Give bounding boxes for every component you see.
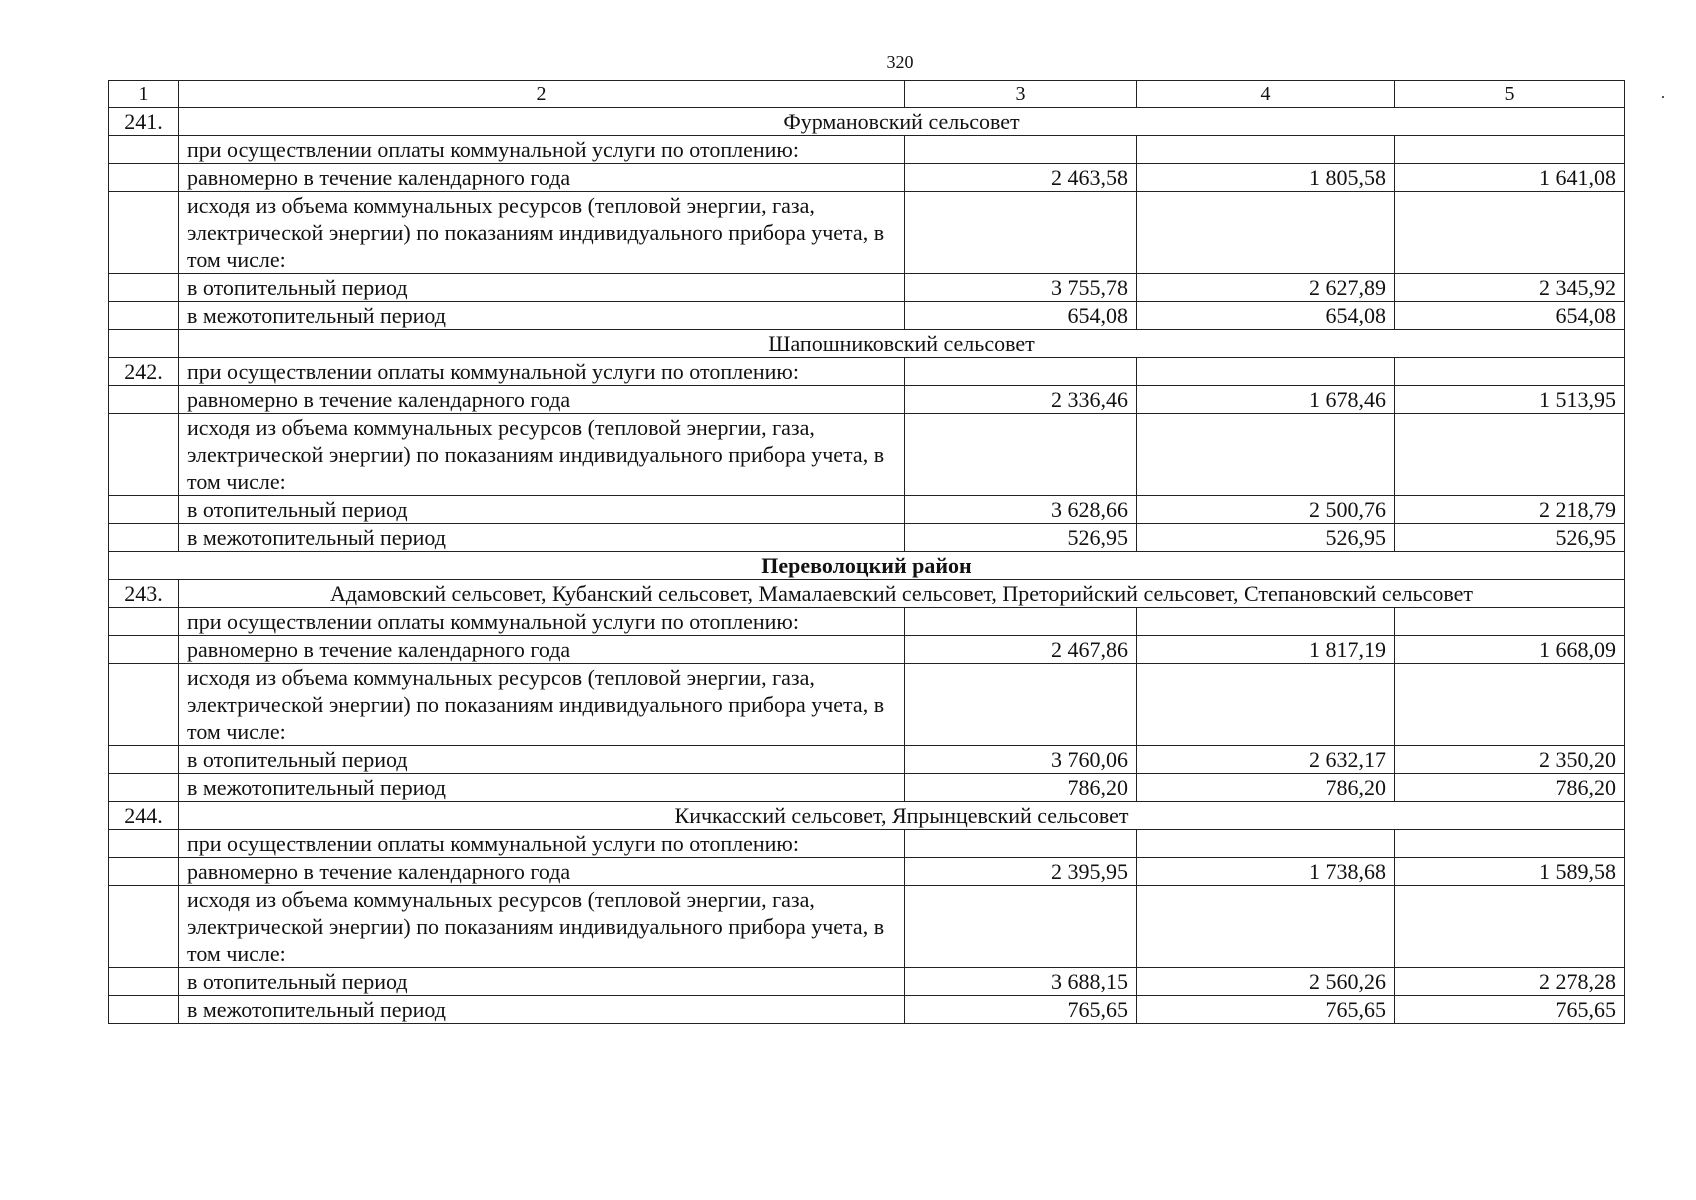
row-number: 242. — [109, 358, 179, 386]
value-col-5 — [1395, 886, 1625, 968]
section-title: Шапошниковский сельсовет — [179, 330, 1625, 358]
tariff-table — [108, 80, 1625, 1024]
row-description: в отопительный период — [179, 746, 905, 774]
row-number: 243. — [109, 580, 179, 608]
table-row — [109, 414, 1625, 496]
value-col-5: 1 641,08 — [1395, 164, 1625, 192]
row-description: в межотопительный период — [179, 302, 905, 330]
row-number — [109, 414, 179, 496]
row-description: в межотопительный период — [179, 774, 905, 802]
row-description: равномерно в течение календарного года — [179, 858, 905, 886]
value-col-5: 2 345,92 — [1395, 274, 1625, 302]
section-row — [109, 580, 1625, 608]
row-number — [109, 302, 179, 330]
value-col-4: 2 560,26 — [1137, 968, 1395, 996]
value-col-5 — [1395, 830, 1625, 858]
row-number — [109, 330, 179, 358]
value-col-5: 2 278,28 — [1395, 968, 1625, 996]
row-description: равномерно в течение календарного года — [179, 636, 905, 664]
table-row — [109, 358, 1625, 386]
value-col-3 — [905, 136, 1137, 164]
table-row — [109, 746, 1625, 774]
value-col-5: 2 350,20 — [1395, 746, 1625, 774]
table-row — [109, 164, 1625, 192]
column-number-5: 5 — [1395, 81, 1625, 108]
table-row — [109, 886, 1625, 968]
value-col-5 — [1395, 414, 1625, 496]
value-col-3 — [905, 192, 1137, 274]
table-row — [109, 664, 1625, 746]
row-number — [109, 608, 179, 636]
value-col-3 — [905, 664, 1137, 746]
row-number — [109, 830, 179, 858]
value-col-3: 3 628,66 — [905, 496, 1137, 524]
row-number — [109, 996, 179, 1024]
section-row — [109, 802, 1625, 830]
value-col-5: 786,20 — [1395, 774, 1625, 802]
row-number — [109, 664, 179, 746]
table-row — [109, 524, 1625, 552]
column-number-2: 2 — [179, 81, 905, 108]
value-col-3 — [905, 886, 1137, 968]
tariff-table-body — [109, 81, 1625, 1024]
column-number-row — [109, 81, 1625, 108]
value-col-3: 3 760,06 — [905, 746, 1137, 774]
section-title: Фурмановский сельсовет — [179, 108, 1625, 136]
value-col-4: 2 632,17 — [1137, 746, 1395, 774]
row-description: в межотопительный период — [179, 996, 905, 1024]
value-col-4: 1 817,19 — [1137, 636, 1395, 664]
value-col-3 — [905, 414, 1137, 496]
table-row — [109, 386, 1625, 414]
value-col-5: 526,95 — [1395, 524, 1625, 552]
district-row — [109, 552, 1625, 580]
table-row — [109, 274, 1625, 302]
section-row — [109, 108, 1625, 136]
value-col-5: 654,08 — [1395, 302, 1625, 330]
row-number — [109, 636, 179, 664]
value-col-3: 526,95 — [905, 524, 1137, 552]
row-description: исходя из объема коммунальных ресурсов (тепловой энергии, газа, электрической энергии) по показаниям индивидуального прибора учета, в том числе: — [179, 414, 905, 496]
value-col-3: 2 395,95 — [905, 858, 1137, 886]
value-col-4 — [1137, 664, 1395, 746]
row-number — [109, 386, 179, 414]
value-col-4: 765,65 — [1137, 996, 1395, 1024]
value-col-5 — [1395, 192, 1625, 274]
row-number — [109, 858, 179, 886]
row-number: 244. — [109, 802, 179, 830]
row-description: исходя из объема коммунальных ресурсов (тепловой энергии, газа, электрической энергии) по показаниям индивидуального прибора учета, в том числе: — [179, 664, 905, 746]
row-description: при осуществлении оплаты коммунальной услуги по отоплению: — [179, 830, 905, 858]
value-col-5 — [1395, 664, 1625, 746]
value-col-4: 2 500,76 — [1137, 496, 1395, 524]
table-row — [109, 302, 1625, 330]
value-col-4: 1 678,46 — [1137, 386, 1395, 414]
column-number-4: 4 — [1137, 81, 1395, 108]
table-row — [109, 608, 1625, 636]
column-number-3: 3 — [905, 81, 1137, 108]
value-col-3: 2 463,58 — [905, 164, 1137, 192]
row-description: в отопительный период — [179, 968, 905, 996]
value-col-5 — [1395, 136, 1625, 164]
row-number — [109, 886, 179, 968]
row-description: исходя из объема коммунальных ресурсов (тепловой энергии, газа, электрической энергии) по показаниям индивидуального прибора учета, в том числе: — [179, 886, 905, 968]
table-row — [109, 830, 1625, 858]
value-col-3: 786,20 — [905, 774, 1137, 802]
value-col-4: 2 627,89 — [1137, 274, 1395, 302]
row-description: в межотопительный период — [179, 524, 905, 552]
value-col-4 — [1137, 192, 1395, 274]
row-description: в отопительный период — [179, 274, 905, 302]
value-col-4 — [1137, 358, 1395, 386]
value-col-3: 2 336,46 — [905, 386, 1137, 414]
table-row — [109, 496, 1625, 524]
value-col-4 — [1137, 136, 1395, 164]
row-number: 241. — [109, 108, 179, 136]
row-description: при осуществлении оплаты коммунальной услуги по отоплению: — [179, 358, 905, 386]
value-col-5 — [1395, 358, 1625, 386]
table-row — [109, 858, 1625, 886]
value-col-3 — [905, 358, 1137, 386]
row-number — [109, 774, 179, 802]
value-col-4: 1 738,68 — [1137, 858, 1395, 886]
value-col-3: 2 467,86 — [905, 636, 1137, 664]
value-col-4 — [1137, 886, 1395, 968]
value-col-3: 765,65 — [905, 996, 1137, 1024]
section-title: Адамовский сельсовет, Кубанский сельсовет, Мамалаевский сельсовет, Преторийский сельсовет, Степановский сельсовет — [179, 580, 1625, 608]
value-col-4: 654,08 — [1137, 302, 1395, 330]
value-col-5: 765,65 — [1395, 996, 1625, 1024]
row-description: при осуществлении оплаты коммунальной услуги по отоплению: — [179, 136, 905, 164]
page-number: 320 — [886, 52, 914, 72]
value-col-3: 3 755,78 — [905, 274, 1137, 302]
value-col-5: 1 589,58 — [1395, 858, 1625, 886]
value-col-3 — [905, 830, 1137, 858]
row-number — [109, 496, 179, 524]
value-col-4: 1 805,58 — [1137, 164, 1395, 192]
row-number — [109, 746, 179, 774]
section-row — [109, 330, 1625, 358]
table-row — [109, 774, 1625, 802]
row-description: при осуществлении оплаты коммунальной услуги по отоплению: — [179, 608, 905, 636]
row-number — [109, 274, 179, 302]
row-number — [109, 524, 179, 552]
table-row — [109, 968, 1625, 996]
table-row — [109, 996, 1625, 1024]
value-col-4: 526,95 — [1137, 524, 1395, 552]
table-row — [109, 636, 1625, 664]
row-description: исходя из объема коммунальных ресурсов (тепловой энергии, газа, электрической энергии) по показаниям индивидуального прибора учета, в том числе: — [179, 192, 905, 274]
section-title: Кичкасский сельсовет, Япрынцевский сельсовет — [179, 802, 1625, 830]
value-col-5 — [1395, 608, 1625, 636]
row-number — [109, 164, 179, 192]
value-col-4 — [1137, 608, 1395, 636]
value-col-3: 3 688,15 — [905, 968, 1137, 996]
row-description: в отопительный период — [179, 496, 905, 524]
row-number — [109, 968, 179, 996]
district-title: Переволоцкий район — [109, 552, 1625, 580]
row-description: равномерно в течение календарного года — [179, 386, 905, 414]
table-row — [109, 192, 1625, 274]
value-col-5: 1 513,95 — [1395, 386, 1625, 414]
scan-speck — [1662, 96, 1664, 98]
row-description: равномерно в течение календарного года — [179, 164, 905, 192]
value-col-4 — [1137, 830, 1395, 858]
value-col-4: 786,20 — [1137, 774, 1395, 802]
table-row — [109, 136, 1625, 164]
column-number-1: 1 — [109, 81, 179, 108]
row-number — [109, 192, 179, 274]
value-col-5: 2 218,79 — [1395, 496, 1625, 524]
value-col-3 — [905, 608, 1137, 636]
value-col-5: 1 668,09 — [1395, 636, 1625, 664]
row-number — [109, 136, 179, 164]
value-col-4 — [1137, 414, 1395, 496]
value-col-3: 654,08 — [905, 302, 1137, 330]
